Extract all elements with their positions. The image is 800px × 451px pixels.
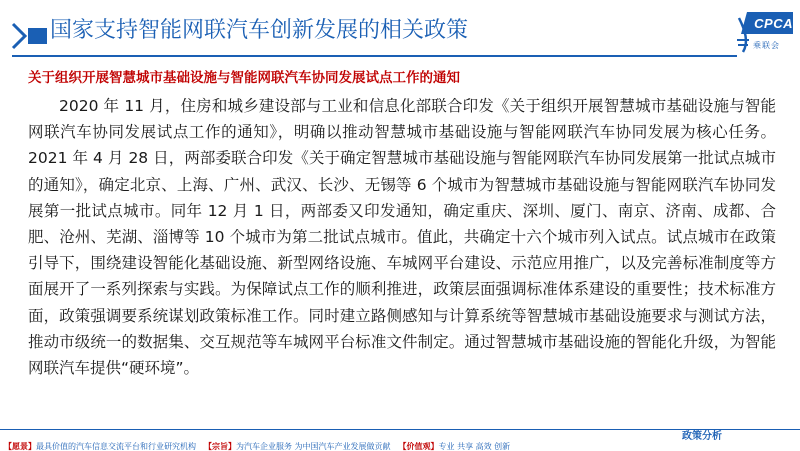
footer-divider bbox=[0, 429, 800, 430]
footer-vision-text: 最具价值的汽车信息交流平台和行业研究机构 bbox=[36, 442, 196, 451]
logo-text: CPCA bbox=[754, 16, 793, 31]
footer-section-label: 政策分析 bbox=[682, 431, 722, 442]
title-underline bbox=[12, 55, 737, 57]
footer-purpose-text: 为汽车企业服务 为中国汽车产业发展做贡献 bbox=[236, 442, 391, 451]
title-arrow-marker bbox=[11, 22, 49, 50]
footer-bar bbox=[0, 442, 800, 451]
page-title: 国家支持智能网联汽车创新发展的相关政策 bbox=[50, 18, 469, 43]
footer-vision-key: 【愿景】 bbox=[4, 442, 36, 451]
logo-subtext: 乘联会 bbox=[753, 41, 780, 50]
body-paragraph: 2020 年 11 月，住房和城乡建设部与工业和信息化部联合印发《关于组织开展智慧城市基础设施与智能网联汽车协同发展试点工作的通知》，明确以推动智慧城市基础设施与智能网联汽车协同发展为核心任务。 2021 年 4 月 28 日，两部委联合印发《关于确定智慧城市基础设施与智能网联汽车协同发展第一批试点城市的通知》，确定北京、上海、广州、武汉、长沙、无锡等 6 个城市为智慧城市基础设施与智能网联汽车协同发展第一批试点城市。同年 12 月 1 日，两部委又印发通知，确定重庆、深圳、厦门、南京、济南、成都、合肥、沧州、芜湖、淄博等 10 个城市为第二批试点城市。值此，共确定十六个城市列入试点。试点城市在政策引导下，围绕建设智能化基础设施、新型网络设施、车城网平台建设、示范应用推广，以及完善标准制度等方面展开了一系列探索与实践。为保障试点工作的顺利推进，政策层面强调标准体系建设的重要性；技术标准方面，政策强调要系统谋划政策标准工作。同时建立路侧感知与计算系统等智慧城市基础设施要求与测试方法，推动市级统一的数据集、交互规范等车城网平台标准文件制定。通过智慧城市基础设施的智能化升级，为智能网联汽车提供“硬环境”。 bbox=[28, 97, 776, 378]
footer-purpose-key: 【宗旨】 bbox=[204, 442, 236, 451]
section-heading: 关于组织开展智慧城市基础设施与智能网联汽车协同发展试点工作的通知 bbox=[28, 70, 460, 86]
footer-values-key: 【价值观】 bbox=[398, 442, 439, 451]
cpca-logo bbox=[735, 10, 793, 54]
footer-values-text: 专业 共享 高效 创新 bbox=[438, 442, 511, 451]
